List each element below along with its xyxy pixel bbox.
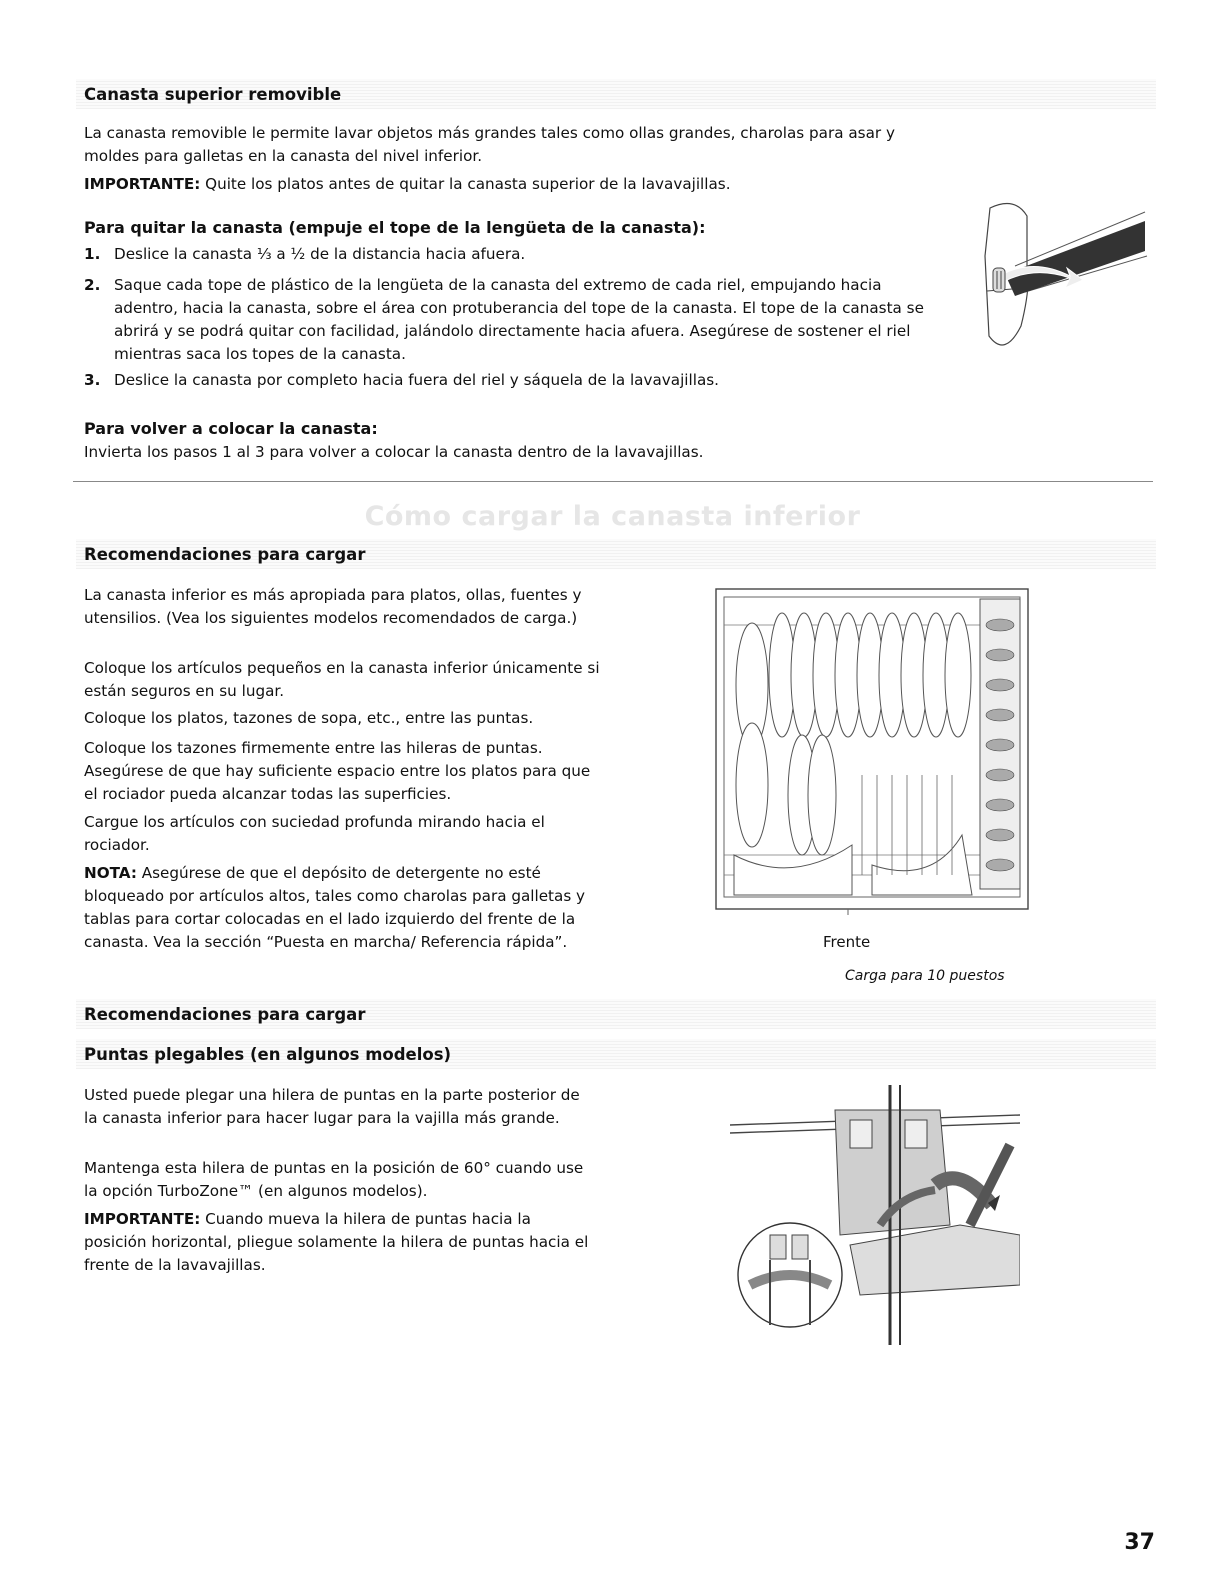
step-3 [84, 369, 934, 392]
page-number: 37 [1124, 1530, 1155, 1555]
folding-tines-illustration [730, 1085, 1020, 1345]
important-label: IMPORTANTE: [84, 1210, 201, 1228]
band-title: Canasta superior removible [84, 84, 342, 104]
section-band-removable-rack [76, 79, 1156, 109]
paragraph-5: Cargue los artículos con suciedad profunda mirando hacia el rociador. [84, 813, 545, 854]
paragraph-3: Coloque los platos, tazones de sopa, etc., entre las puntas. [84, 709, 534, 727]
section-band-folding-tines [76, 1039, 1156, 1069]
nota-label: NOTA: [84, 864, 137, 882]
paragraph-4: Coloque los tazones firmemente entre las hileras de puntas. Asegúrese de que hay suficiente espacio entre los platos para que el rociador pueda alcanzar todas las superficies. [84, 739, 591, 803]
replace-text: Invierta los pasos 1 al 3 para volver a colocar la canasta dentro de la lavavajillas. [84, 443, 704, 461]
tines-paragraph-2: Mantenga esta hilera de puntas en la posición de 60° cuando use la opción TurboZone™ (en algunos modelos). [84, 1159, 584, 1200]
front-label: Frente [823, 933, 871, 951]
band-title: Recomendaciones para cargar [84, 1004, 366, 1024]
section-divider [73, 481, 1153, 482]
remove-heading: Para quitar la canasta (empuje el tope de la lengüeta de la canasta): [84, 218, 706, 237]
band-title: Recomendaciones para cargar [84, 544, 366, 564]
step-2 [84, 274, 934, 366]
tines-paragraph-1: Usted puede plegar una hilera de puntas en la parte posterior de la canasta inferior para hacer lugar para la vajilla más grande. [84, 1086, 580, 1127]
important-note [84, 173, 944, 196]
figure-caption: Carga para 10 puestos [845, 968, 1005, 984]
section-band-loading-tips-2 [76, 999, 1156, 1029]
step-number: 2. [84, 276, 101, 294]
rack-stop-illustration [975, 196, 1155, 356]
section-band-loading-tips [76, 539, 1156, 569]
nota-paragraph [84, 862, 594, 954]
important-label: IMPORTANTE: [84, 175, 201, 193]
step-text: Deslice la canasta por completo hacia fuera del riel y sáquela de la lavavajillas. [114, 371, 720, 389]
section-title: Cómo cargar la canasta inferior [364, 501, 861, 532]
nota-text: Asegúrese de que el depósito de detergente no esté bloqueado por artículos altos, tales como charolas para galletas y tablas para cortar colocadas en el lado izquierdo del frente de la canasta. Vea la sección “Puesta en marcha/ Referencia rápida”. [84, 864, 586, 951]
important-text: Quite los platos antes de quitar la canasta superior de la lavavajillas. [200, 175, 731, 193]
step-1 [84, 243, 934, 266]
intro-paragraph: La canasta removible le permite lavar objetos más grandes tales como ollas grandes, charolas para asar y moldes para galletas en la canasta del nivel inferior. [84, 124, 895, 165]
step-text: Deslice la canasta ⅓ a ½ de la distancia hacia afuera. [114, 245, 526, 263]
lower-rack-illustration [712, 585, 1032, 915]
band-title: Puntas plegables (en algunos modelos) [84, 1044, 452, 1064]
step-number: 1. [84, 245, 101, 263]
important-text: Cuando mueva la hilera de puntas hacia la posición horizontal, pliegue solamente la hilera de puntas hacia el frente de la lavavajillas. [84, 1210, 589, 1274]
step-number: 3. [84, 371, 101, 389]
step-text: Saque cada tope de plástico de la lengüeta de la canasta del extremo de cada riel, empujando hacia adentro, hacia la canasta, sobre el área con protuberancia del tope de la canasta. El tope de la canasta se abrirá y se podrá quitar con facilidad, jalándolo directamente hacia afuera. Asegúrese de sostener el riel mientras saca los topes de la canasta. [114, 276, 924, 363]
paragraph-1: La canasta inferior es más apropiada para platos, ollas, fuentes y utensilios. (Vea los siguientes modelos recomendados de carga.) [84, 586, 582, 627]
replace-heading: Para volver a colocar la canasta: [84, 419, 378, 438]
paragraph-2: Coloque los artículos pequeños en la canasta inferior únicamente si están seguros en su lugar. [84, 659, 600, 700]
tines-important [84, 1208, 594, 1277]
